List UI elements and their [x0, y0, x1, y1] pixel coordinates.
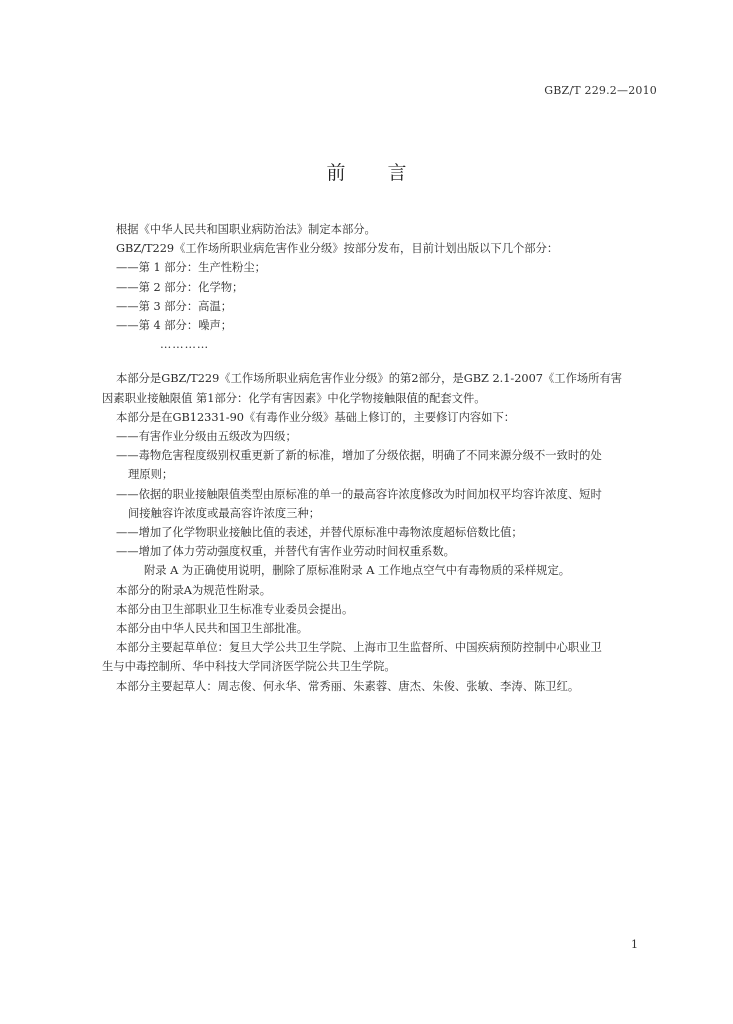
page-number: 1: [631, 938, 638, 951]
foreword-body: [102, 220, 666, 696]
part-list-item: ——第 3 部分：高温；: [116, 299, 233, 313]
standard-code: GBZ/T 229.2—2010: [544, 84, 657, 97]
paragraph-line: 本部分是GBZ/T229《工作场所职业病危害作业分级》的第2部分，是GBZ 2.1-2007《工作场所有害: [116, 372, 623, 386]
revision-item: ——增加了化学物职业接触比值的表述，并替代原标准中毒物浓度超标倍数比值；: [116, 526, 523, 540]
part-list-item: ——第 4 部分：噪声；: [116, 319, 233, 333]
part-list-item: ——第 1 部分：生产性粉尘；: [116, 261, 266, 275]
revision-item: ——依据的职业接触限值类型由原标准的单一的最高容许浓度修改为时间加权平均容许浓度、短时: [116, 487, 602, 501]
paragraph-line: 本部分由卫生部职业卫生标准专业委员会提出。: [116, 602, 354, 616]
paragraph-line: 本部分是在GB12331-90《有毒作业分级》基础上修订的，主要修订内容如下：: [116, 410, 516, 424]
revision-item-continued: 间接触容许浓度或最高容许浓度三种；: [128, 506, 321, 520]
paragraph-line: 本部分的附录A为规范性附录。: [116, 583, 272, 597]
paragraph-line: 因素职业接触限值 第1部分：化学有害因素》中化学物接触限值的配套文件。: [102, 391, 486, 405]
part-list-item: ——第 2 部分：化学物；: [116, 280, 244, 294]
revision-item-continued: 理原则；: [128, 468, 174, 482]
intro-line: GBZ/T229《工作场所职业病危害作业分级》按部分发布，目前计划出版以下几个部分：: [116, 242, 559, 256]
page-title: 前言: [326, 162, 449, 184]
revision-item: ——增加了体力劳动强度权重，并替代有害作业劳动时间权重系数。: [116, 545, 455, 559]
paragraph-line: 附录 A 为正确使用说明，删除了原标准附录 A 工作地点空气中有毒物质的采样规定。: [144, 564, 571, 578]
paragraph-line: 本部分主要起草单位：复旦大学公共卫生学院、上海市卫生监督所、中国疾病预防控制中心职业卫: [116, 641, 602, 655]
paragraph-line: 本部分主要起草人：周志俊、何永华、常秀丽、朱素蓉、唐杰、朱俊、张敏、李涛、陈卫红。: [116, 679, 580, 693]
intro-line: 根据《中华人民共和国职业病防治法》制定本部分。: [116, 223, 376, 236]
paragraph-line: 生与中毒控制所、华中科技大学同济医学院公共卫生学院。: [102, 660, 396, 674]
revision-item: ——有害作业分级由五级改为四级；: [116, 430, 297, 444]
revision-item: ——毒物危害程度级别权重更新了新的标准，增加了分级依据，明确了不同来源分级不一致时的处: [116, 449, 602, 463]
ellipsis-line: …………: [160, 338, 210, 352]
paragraph-line: 本部分由中华人民共和国卫生部批准。: [116, 622, 309, 636]
